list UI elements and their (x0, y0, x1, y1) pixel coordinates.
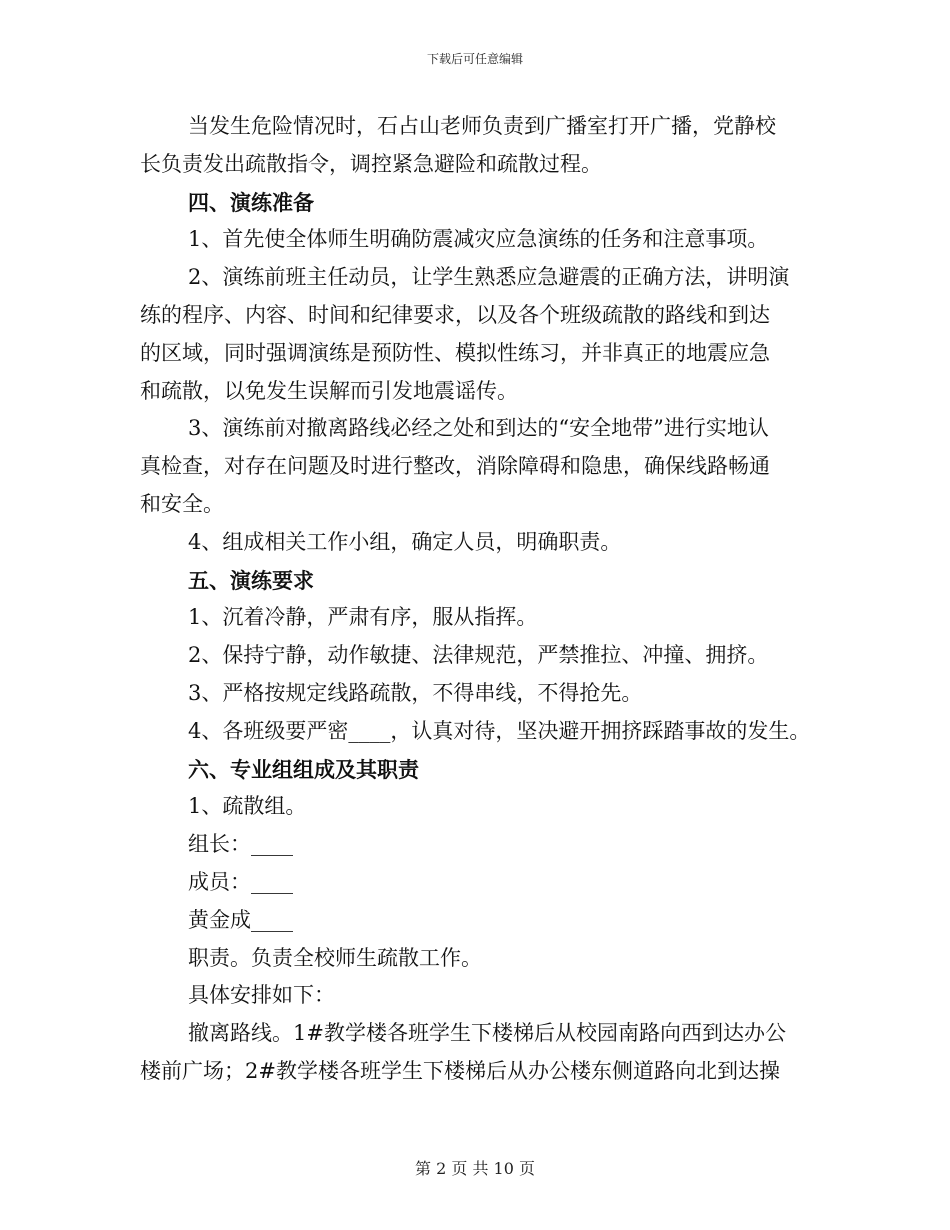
text-line-21: 成员：____ (188, 869, 293, 894)
text-line-5: 2、演练前班主任动员，让学生熟悉应急避震的正确方法，讲明演 (188, 265, 790, 290)
text-line-15: 2、保持宁静，动作敏捷、法律规范，严禁推拉、冲撞、拥挤。 (188, 643, 769, 668)
section-heading-teams-and-duties: 六、专业组组成及其职责 (188, 756, 419, 782)
page-footer-page-info: 第 2 页 共 10 页 (415, 1159, 535, 1178)
text-line-14: 1、沉着冷静，严肃有序，服从指挥。 (188, 605, 538, 630)
section-heading-drill-preparation: 四、演练准备 (188, 189, 314, 215)
text-line-8: 和疏散，以免发生误解而引发地震谣传。 (140, 378, 518, 403)
text-line-12: 4、组成相关工作小组，确定人员，明确职责。 (188, 529, 622, 554)
document-body (140, 108, 830, 1091)
text-line-19: 1、疏散组。 (188, 794, 307, 819)
text-line-6: 练的程序、内容、时间和纪律要求，以及各个班级疏散的路线和到达 (140, 302, 770, 327)
text-line-1: 当发生危险情况时，石占山老师负责到广播室打开广播，党静校 (188, 114, 776, 138)
text-line-7: 的区域，同时强调演练是预防性、模拟性练习，并非真正的地震应急 (140, 340, 770, 365)
text-line-16: 3、严格按规定线路疏散，不得串线，不得抢先。 (188, 680, 643, 705)
text-line-4: 1、首先使全体师生明确防震减灾应急演练的任务和注意事项。 (188, 227, 769, 252)
text-line-9: 3、演练前对撤离路线必经之处和到达的“安全地带”进行实地认 (188, 416, 769, 441)
section-heading-drill-requirements: 五、演练要求 (188, 567, 314, 593)
text-line-26: 楼前广场；2#教学楼各班学生下楼梯后从办公楼东侧道路向北到达操 (140, 1058, 780, 1083)
text-line-22: 黄金成____ (188, 907, 293, 932)
text-line-2: 长负责发出疏散指令，调控紧急避险和疏散过程。 (140, 151, 602, 176)
text-line-11: 和安全。 (140, 491, 224, 516)
page-header-note: 下载后可任意编辑 (426, 52, 523, 66)
text-line-17: 4、各班级要严密____，认真对待，坚决避开拥挤踩踏事故的发生。 (188, 718, 811, 743)
text-line-25: 撤离路线。1#教学楼各班学生下楼梯后从校园南路向西到达办公 (188, 1021, 786, 1046)
text-line-20: 组长：____ (188, 832, 293, 857)
text-line-24: 具体安排如下： (188, 983, 335, 1008)
text-line-10: 真检查，对存在问题及时进行整改，消除障碍和隐患，确保线路畅通 (140, 454, 770, 479)
text-line-23: 职责。负责全校师生疏散工作。 (188, 945, 482, 970)
